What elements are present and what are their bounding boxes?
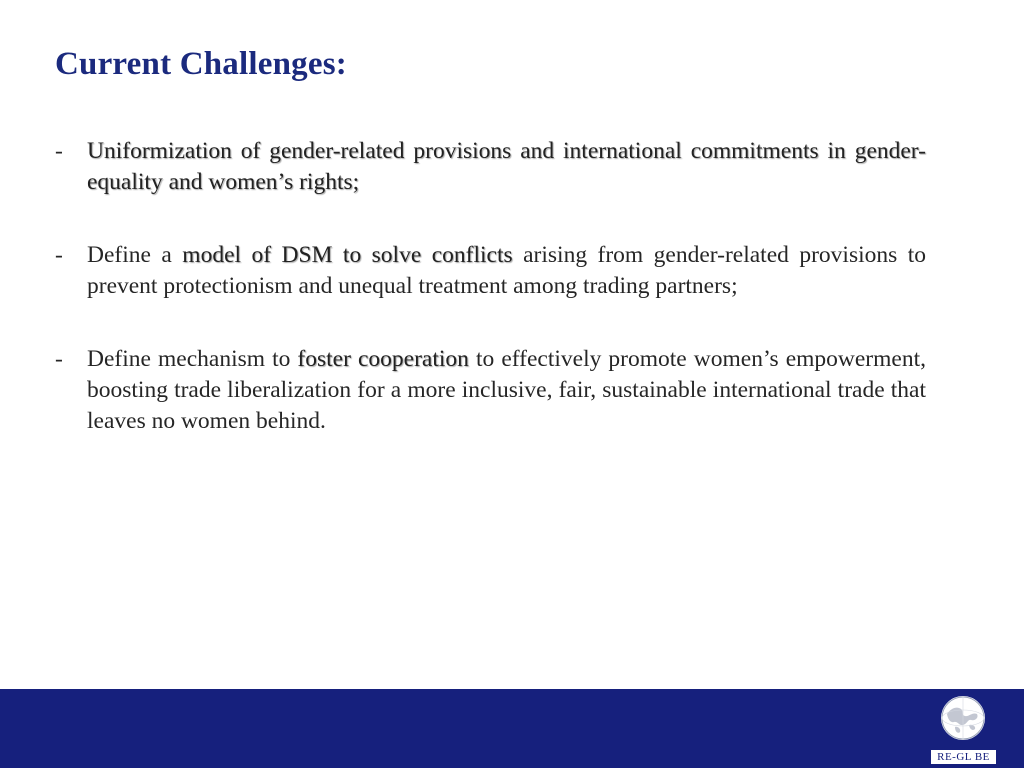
emphasized-text: model of DSM to solve conflicts xyxy=(182,242,513,268)
bullet-text: Define a xyxy=(87,242,183,268)
bullet-dash: - xyxy=(55,138,63,164)
slide-title: Current Challenges: xyxy=(55,46,347,82)
bullet-dash: - xyxy=(55,242,63,268)
bullet-list xyxy=(55,136,926,437)
emphasized-text: Uniformization of gender-related provisions and international commitments in gender-equality and women’s rights; xyxy=(87,138,926,195)
bullet-text: Define mechanism to xyxy=(87,346,298,372)
bullet-item xyxy=(55,344,926,437)
bullet-item xyxy=(55,240,926,302)
bullet-text: to effectively promote women’s empowerment, boosting trade liberalization for a more inclusive, fair, sustainable international trade that leaves no women behind. xyxy=(87,346,926,434)
bullet-item xyxy=(55,136,926,198)
bullet-dash: - xyxy=(55,346,63,372)
footer-bar xyxy=(0,689,1024,768)
emphasized-text: foster cooperation xyxy=(297,346,469,372)
globe-icon xyxy=(941,696,985,740)
bullet-text: arising from gender-related provisions to prevent protectionism and unequal treatment among trading partners; xyxy=(87,242,927,299)
logo-wordmark: RE-GL BE xyxy=(931,750,996,764)
re-globe-logo xyxy=(931,696,996,766)
